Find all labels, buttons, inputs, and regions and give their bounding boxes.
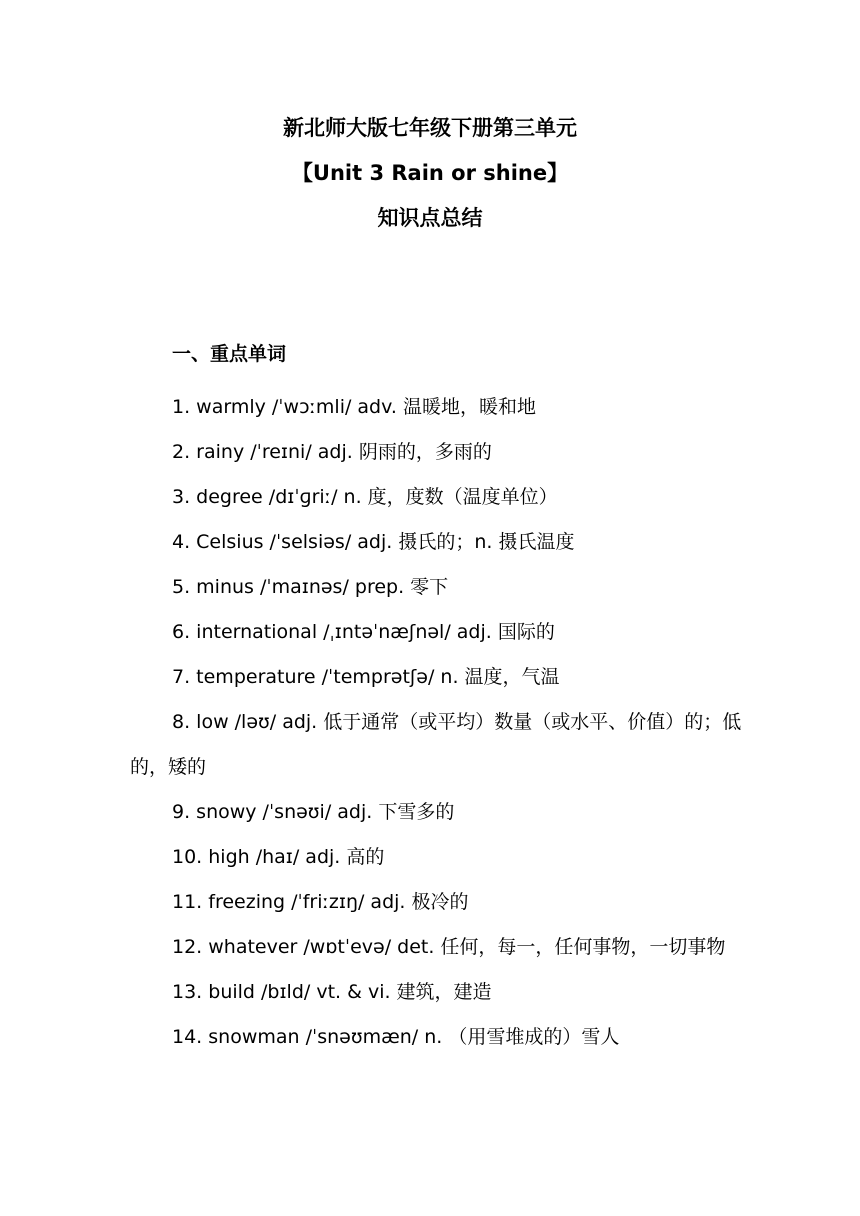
document-title: 新北师大版七年级下册第三单元 — [283, 116, 577, 140]
vocab-item: 14. snowman /ˈsnəʊmæn/ n. （用雪堆成的）雪人 — [172, 1026, 620, 1048]
vocab-item: 3. degree /dɪˈɡriː/ n. 度，度数（温度单位） — [172, 486, 558, 508]
vocab-item: 9. snowy /ˈsnəʊi/ adj. 下雪多的 — [172, 801, 455, 823]
vocab-item: 11. freezing /ˈfriːzɪŋ/ adj. 极冷的 — [172, 891, 469, 913]
unit-title: 【Unit 3 Rain or shine】 — [291, 161, 569, 185]
vocab-item: 4. Celsius /ˈselsiəs/ adj. 摄氏的；n. 摄氏温度 — [172, 531, 575, 553]
vocab-item: 6. international /ˌɪntəˈnæʃnəl/ adj. 国际的 — [172, 621, 555, 643]
vocab-item: 1. warmly /ˈwɔːmli/ adv. 温暖地，暖和地 — [172, 396, 536, 418]
section-heading-key-words: 一、重点单词 — [172, 343, 287, 365]
vocab-item: 10. high /haɪ/ adj. 高的 — [172, 846, 385, 868]
document-subtitle: 知识点总结 — [377, 206, 483, 230]
vocab-item: 7. temperature /ˈtemprətʃə/ n. 温度，气温 — [172, 666, 560, 688]
vocab-item: 13. build /bɪld/ vt. & vi. 建筑，建造 — [172, 981, 492, 1003]
vocab-item: 5. minus /ˈmaɪnəs/ prep. 零下 — [172, 576, 449, 598]
vocabulary-list — [130, 385, 742, 1060]
vocab-item: 8. low /ləʊ/ adj. 低于通常（或平均）数量（或水平、价值）的；低的，矮的 — [130, 711, 742, 778]
vocab-item: 12. whatever /wɒtˈevə/ det. 任何，每一，任何事物，一切事物 — [172, 936, 726, 958]
vocab-item: 2. rainy /ˈreɪni/ adj. 阴雨的，多雨的 — [172, 441, 492, 463]
